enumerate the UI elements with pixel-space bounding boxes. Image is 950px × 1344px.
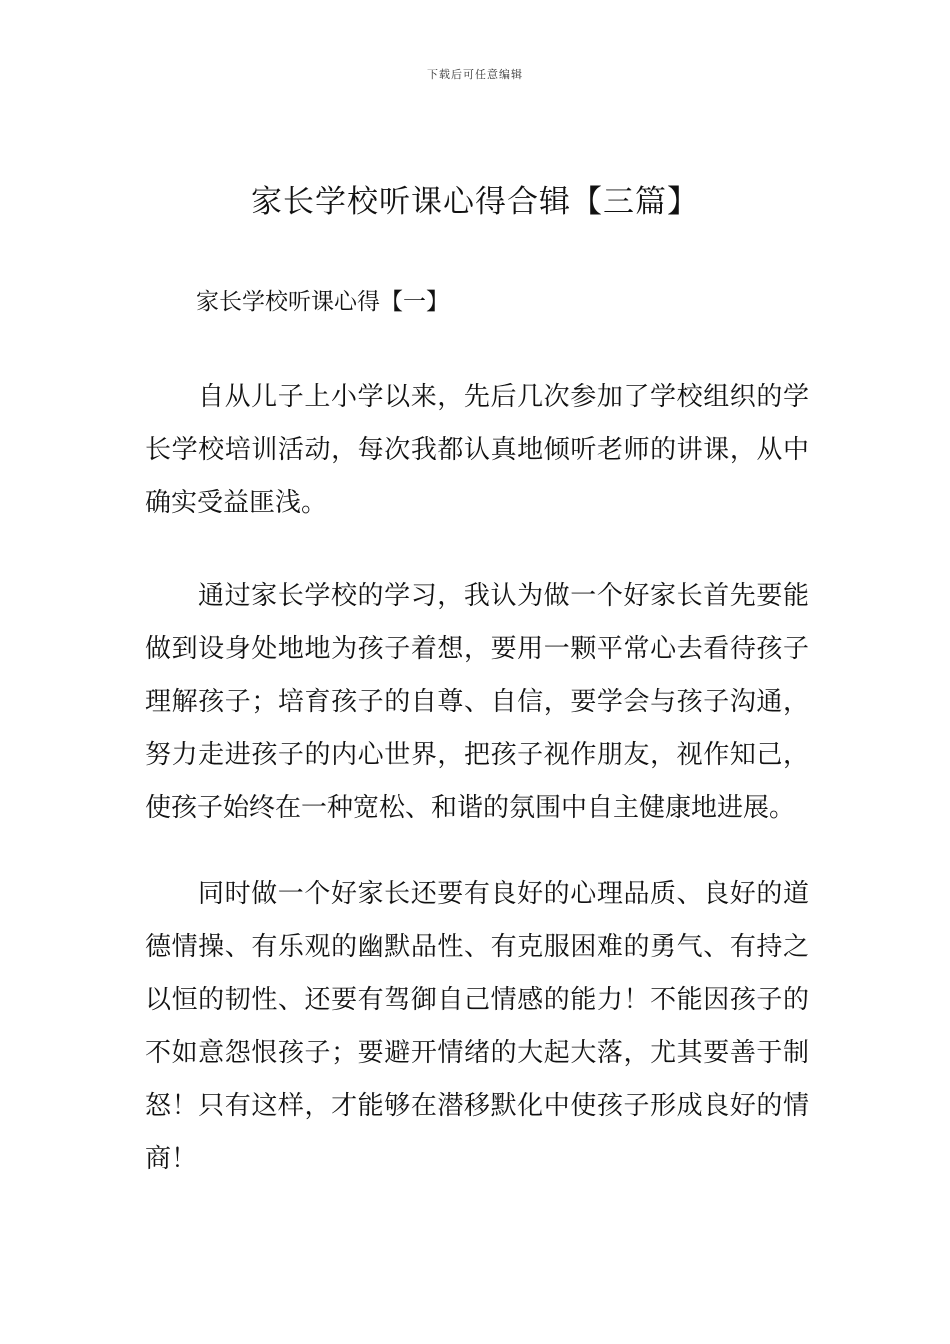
body-paragraph: 通过家长学校的学习，我认为做一个好家长首先要能做到设身处地地为孩子着想，要用一颗平常心去看待孩子理解孩子；培育孩子的自尊、自信，要学会与孩子沟通，努力走进孩子的内心世界，把孩子视作朋友，视作知己，使孩子始终在一种宽松、和谐的氛围中自主健康地进展。 [145, 581, 809, 823]
body-paragraph: 自从儿子上小学以来，先后几次参加了学校组织的学长学校培训活动，每次我都认真地倾听老师的讲课，从中确实受益匪浅。 [145, 382, 809, 518]
paragraph-block-2 [145, 570, 809, 835]
paragraph-block-3 [145, 868, 809, 1186]
header-note: 下载后可任意编辑 [427, 68, 523, 81]
section-title: 家长学校听课心得【一】 [196, 289, 449, 315]
body-paragraph: 同时做一个好家长还要有良好的心理品质、良好的道德情操、有乐观的幽默品性、有克服困难的勇气、有持之以恒的韧性、还要有驾御自己情感的能力！不能因孩子的不如意怨恨孩子；要避开情绪的大起大落，尤其要善于制怒！只有这样，才能够在潜移默化中使孩子形成良好的情商！ [145, 879, 809, 1174]
paragraph-block-1 [145, 371, 809, 530]
document-title: 家长学校听课心得合辑【三篇】 [251, 184, 699, 220]
